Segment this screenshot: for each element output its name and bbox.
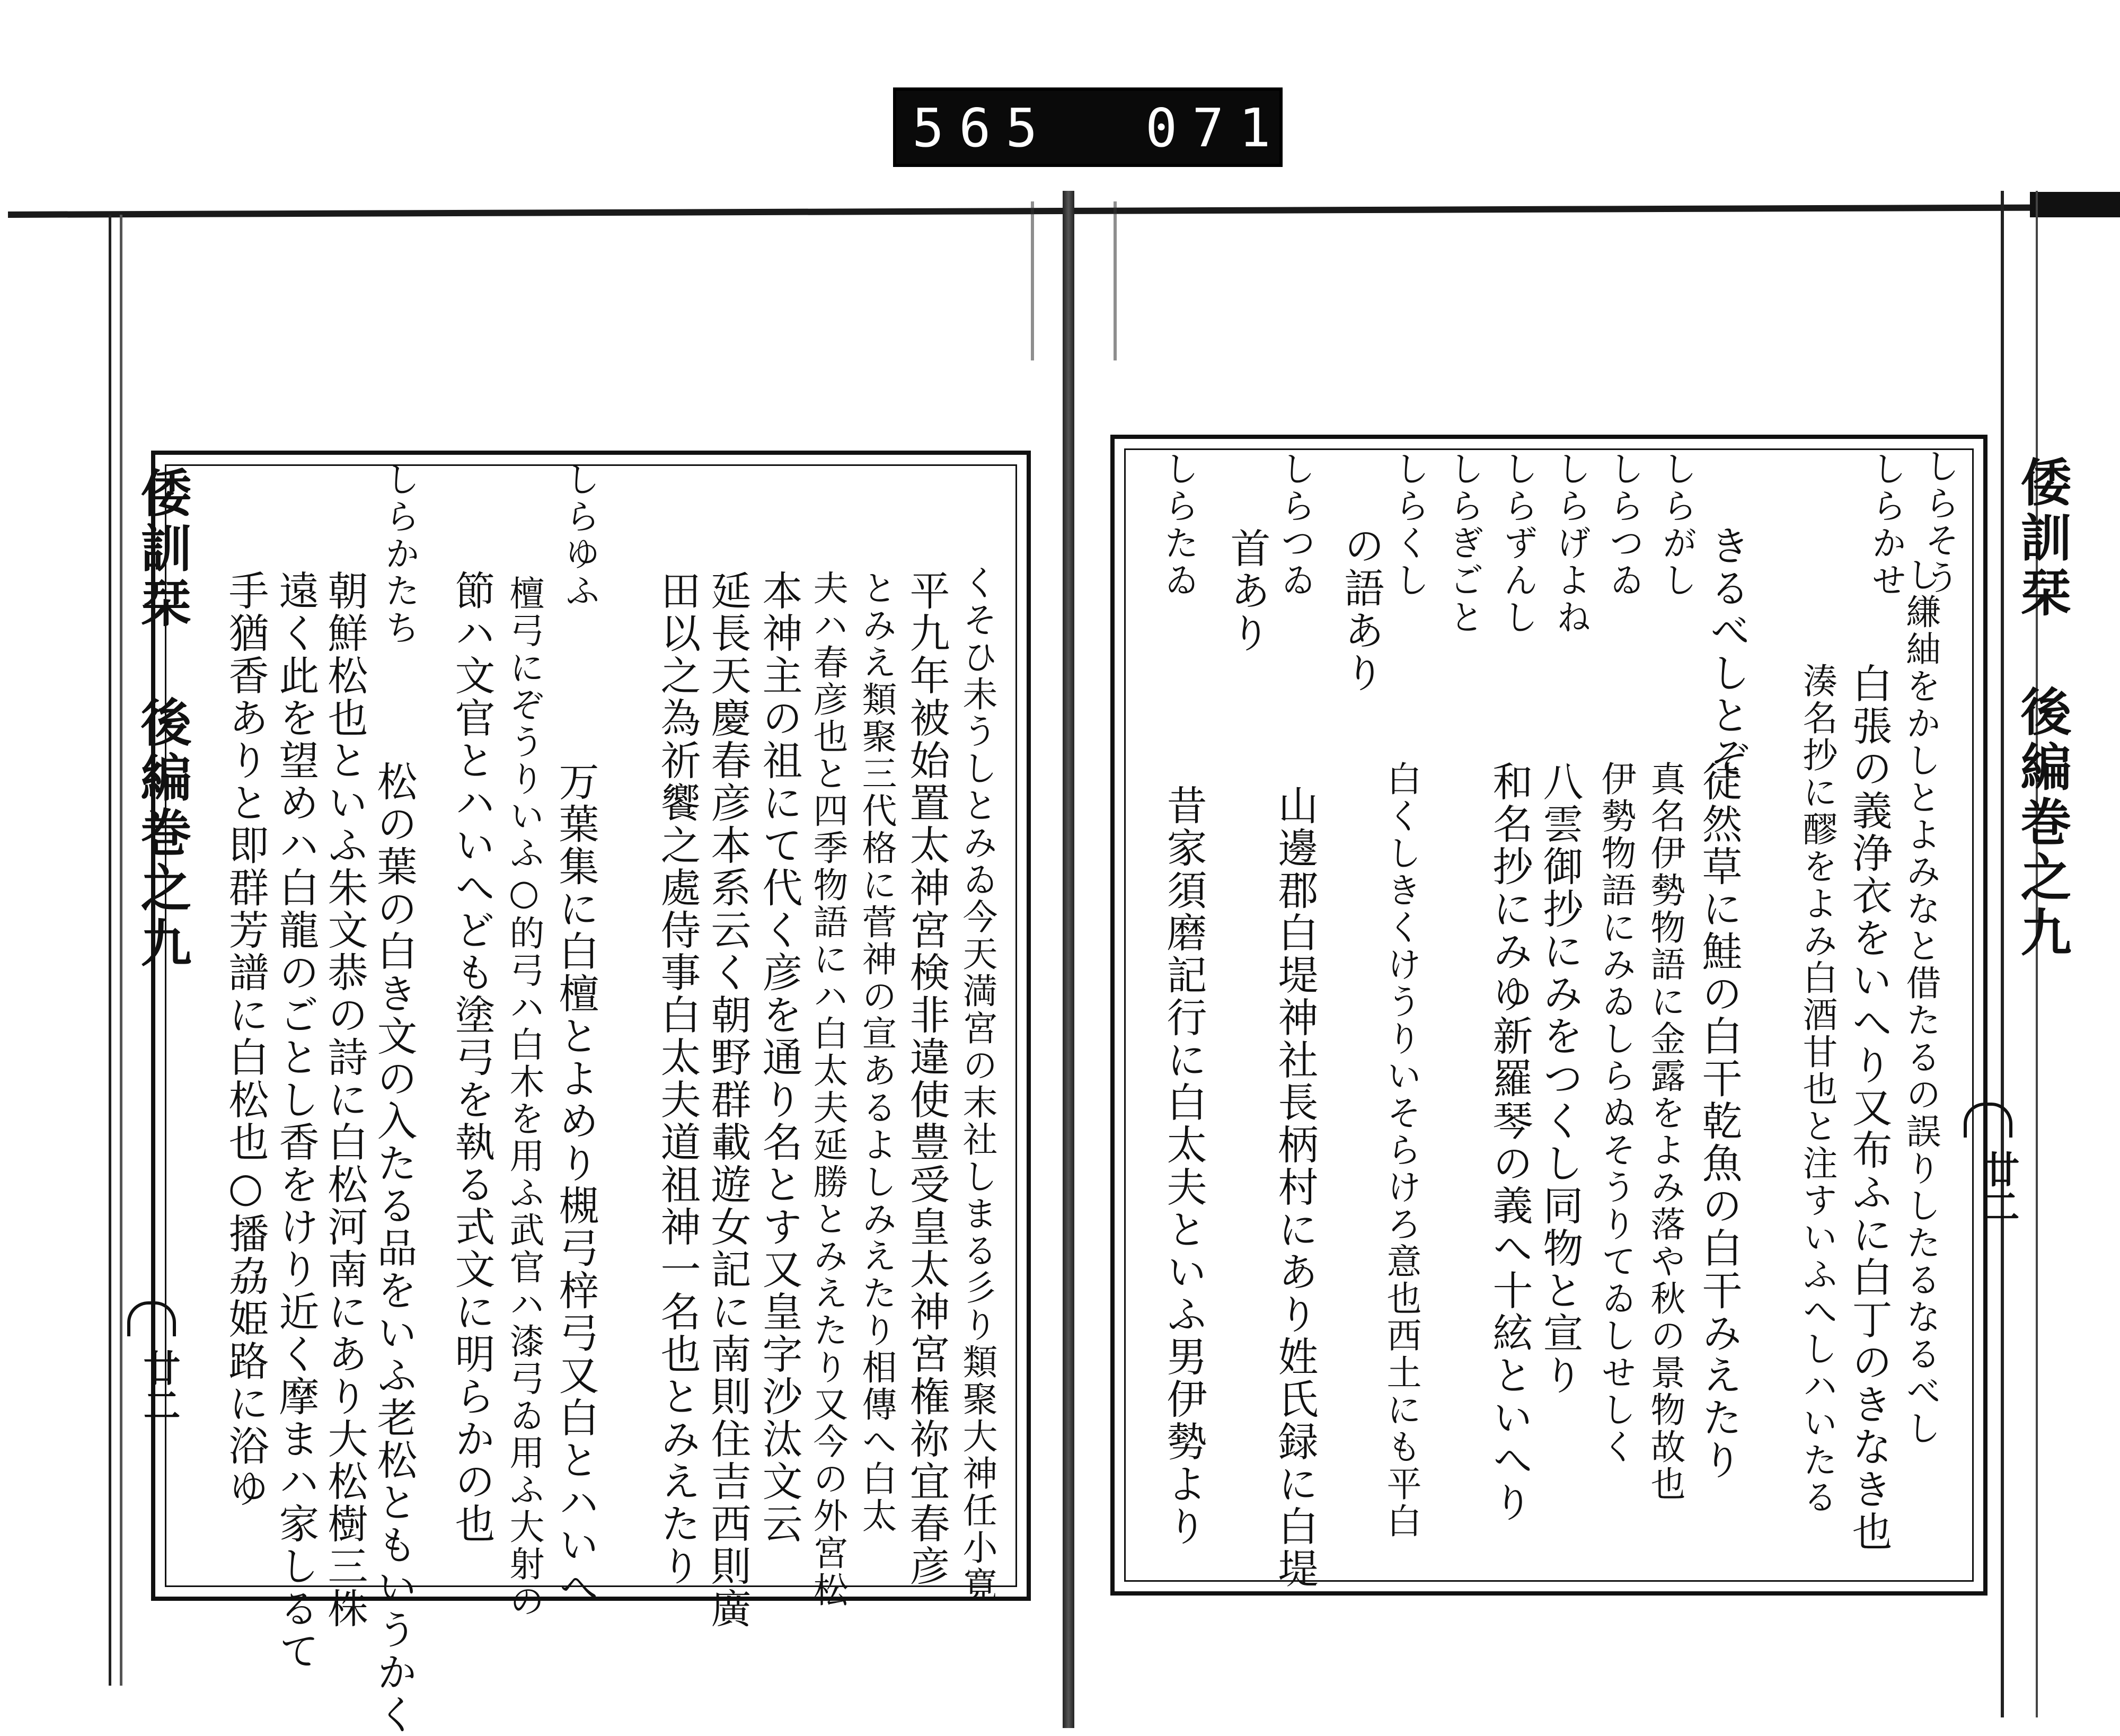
text-column: 伊勢物語にみゐしらぬそうりてゐしせしく <box>1595 761 1636 1466</box>
entry-heading: しらつゐ <box>1275 451 1315 599</box>
text-column: 遠く此を望めハ白龍のごとし香をけり近く摩まハ家しるて <box>272 570 320 1672</box>
entry-heading: しらたゐ <box>1158 451 1199 599</box>
text-column: 八雲御抄にみをつくし同物と宣り <box>1536 761 1584 1397</box>
text-column: 山邊郡白堤神社長柄村にあり姓氏録に白堤 <box>1271 785 1319 1590</box>
entry-heading: しらくし <box>1389 451 1429 599</box>
text-column: とみえ類聚三代格に菅神の宣あるよしみえたり相傳へ白太 <box>856 570 897 1535</box>
text-column: 真名伊勢物語に金露をよみ落や秋の景物故也 <box>1645 761 1685 1503</box>
book-spine <box>1063 191 1074 1728</box>
text-column: の語あり <box>1338 525 1385 694</box>
entry-heading: しらがし <box>1656 451 1697 599</box>
text-column: し縑紬をかしとよみなと借たるの誤りしたるなるべし <box>1900 557 1941 1447</box>
entry-heading: しらつゐ <box>1603 451 1644 599</box>
text-column: 手猶香ありと即群芳譜に白松也○播劦姫路に浴ゆ <box>222 570 269 1510</box>
text-column: きるべしとぞ <box>1703 525 1751 779</box>
text-column: 檀弓にぞうりいふ○的弓ハ白木を用ふ武官ハ漆弓ゐ用ふ大射の <box>504 575 544 1620</box>
entry-heading: しらゆふ <box>559 461 600 610</box>
text-column: 朝鮮松也といふ朱文恭の詩に白松河南にあり大松樹三株 <box>321 570 368 1630</box>
right-folio: 廿二 <box>1976 1150 2020 1224</box>
text-column: 節ハ文官とハいへども塗弓を執る式文に明らかの也 <box>448 570 496 1545</box>
entry-heading: しらそう <box>1919 448 1959 596</box>
stamp-right-number: 071. <box>1145 97 1332 159</box>
text-column: くそひ未うしとみゐ今天満宮の末社しまる彡り類聚大神任小寛 <box>957 565 997 1603</box>
text-column: 昔家須磨記行に白太夫といふ男伊勢より <box>1160 785 1207 1548</box>
text-column: 松の葉の白き文の入たる品をいふ老松ともいうかく <box>370 761 418 1736</box>
left-page-edge <box>109 215 122 1686</box>
text-column: 万葉集に白檀とよめり槻弓梓弓又白とハいへ <box>552 761 599 1609</box>
text-column: 白くしきくけうりいそらけろ意也西土にも平白 <box>1381 761 1421 1540</box>
text-column: 徒然草に鮭の白干乾魚の白干みえたり <box>1695 761 1743 1482</box>
entry-heading: しらかせ <box>1866 451 1906 599</box>
text-column: 和名抄にみゆ新羅琴の義へ十絃といへり <box>1486 761 1533 1524</box>
entry-heading: しらぎごと <box>1443 451 1484 636</box>
text-column: 白張の義浄衣をいへり又布ふに白丁のきなき也 <box>1845 663 1893 1553</box>
entry-heading: しらずんし <box>1497 451 1538 636</box>
text-column: 夫ハ春彦也と四季物語にハ白太夫延勝とみえたり又今の外宮松 <box>807 570 848 1609</box>
archive-stamp <box>893 87 1332 167</box>
text-column: 田以之為祈饗之處侍事白太夫道祖神一名也とみえたり <box>654 570 701 1588</box>
entry-heading: しらかたち <box>379 461 420 647</box>
stamp-left-number: 565 <box>912 97 1053 159</box>
text-column: 首あり <box>1224 527 1271 655</box>
text-column: 本神主の祖にて代く彦を通り名とす又皇字沙汰文云 <box>756 570 803 1545</box>
text-column: 湊名抄に醪をよみ白酒甘也と注すいふへしハいたる <box>1797 663 1838 1516</box>
book-top-edge-corner <box>2030 192 2120 217</box>
right-margin-title: 倭訓栞 後編巻之九 <box>2012 456 2072 961</box>
left-margin-title: 倭訓栞 後編巻之九 <box>132 466 192 972</box>
left-folio: 廿二 <box>137 1349 181 1423</box>
text-column: 平九年被始置太神宮検非違使豊受皇太神宮権祢宜春彦 <box>903 570 950 1588</box>
entry-heading: しらげよね <box>1550 451 1591 636</box>
text-column: 延長天慶春彦本系云く朝野群載遊女記に南則住吉西則廣 <box>704 570 752 1630</box>
